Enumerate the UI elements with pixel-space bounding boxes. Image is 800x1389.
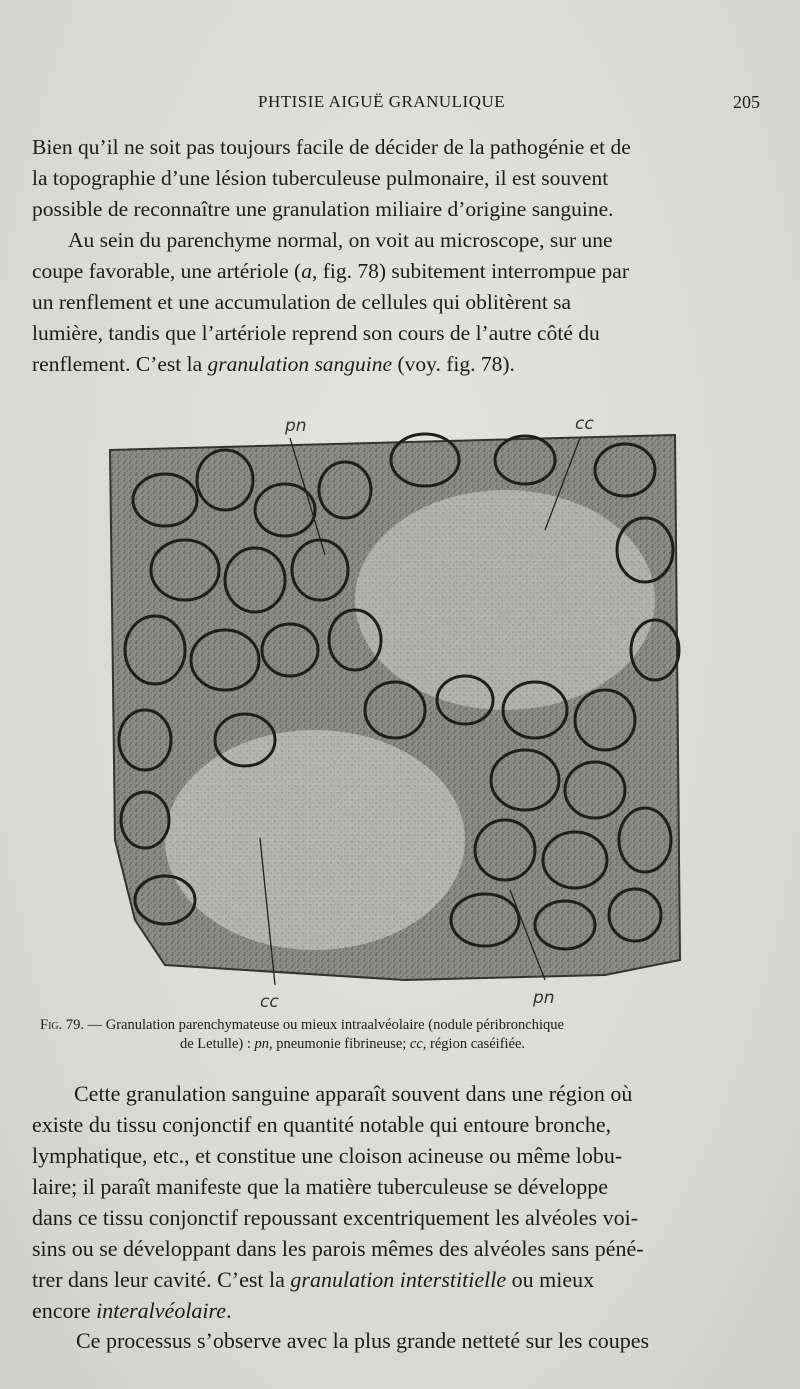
caseous-region-bottom [165, 730, 465, 950]
italic-span: granulation interstitielle [290, 1267, 507, 1292]
label-cc-top: cc [575, 414, 594, 434]
caseous-region-top [355, 490, 655, 710]
text-span: , fig. 78) subitement interrompue par [311, 259, 629, 283]
text-line [32, 1078, 754, 1109]
text-line [32, 1264, 754, 1295]
text-span: Au sein du parenchyme normal, on voit au microscope, sur une [68, 228, 613, 252]
text-line [32, 1295, 754, 1326]
text-line [32, 1325, 754, 1356]
label-pn-top: pn [285, 416, 307, 436]
text-line: laire; il paraît manifeste que la matière tuberculeuse se développe [32, 1174, 609, 1199]
figure-79-illustration [105, 414, 685, 1012]
caption-text: de Letulle) : [180, 1036, 255, 1052]
label-cc-bottom: cc [260, 992, 279, 1012]
paragraph-1 [32, 132, 754, 380]
caption-line [40, 1035, 756, 1054]
text-span: . [226, 1298, 232, 1323]
italic-span: interalvéolaire [96, 1298, 227, 1323]
paragraph-2 [32, 1078, 754, 1326]
figure-caption [40, 1016, 756, 1054]
caption-text: Granulation parenchymateuse ou mieux intraalvéolaire (nodule péribronchique [105, 1017, 564, 1033]
text-line: lymphatique, etc., et constitue une cloison acineuse ou même lobu- [32, 1143, 623, 1168]
text-line: la topographie d’une lésion tuberculeuse pulmonaire, il est souvent [32, 166, 609, 190]
text-span: trer dans leur cavité. C’est la [32, 1267, 291, 1292]
caption-text: , région caséifiée. [422, 1036, 526, 1052]
text-line [32, 349, 754, 380]
running-head [30, 92, 760, 122]
caption-dash: — [84, 1017, 106, 1033]
italic-span: granulation sanguine [207, 352, 393, 376]
text-line: un renflement et une accumulation de cellules qui oblitèrent sa [32, 290, 572, 314]
caption-abbr-cc: cc [409, 1036, 423, 1052]
text-span: Cette granulation sanguine apparaît souvent dans une région où [74, 1081, 633, 1106]
text-line [32, 225, 754, 256]
text-line: sins ou se développant dans les parois mêmes des alvéoles sans péné- [32, 1236, 644, 1261]
text-line [32, 256, 754, 287]
text-line: dans ce tissu conjonctif repoussant excentriquement les alvéoles voi- [32, 1205, 639, 1230]
paragraph-3 [32, 1325, 754, 1356]
caption-line [40, 1016, 756, 1035]
text-line: lumière, tandis que l’artériole reprend son cours de l’autre côté du [32, 321, 600, 345]
text-span: coupe favorable, une artériole ( [32, 259, 302, 283]
text-span: Ce processus s’observe avec la plus grande netteté sur les coupes [76, 1328, 650, 1353]
text-span: renflement. C’est la [32, 352, 208, 376]
page-number: 205 [733, 92, 760, 112]
running-head-title: PHTISIE AIGUË GRANULIQUE [258, 92, 506, 111]
caption-figure-number: Fig. 79. [40, 1017, 84, 1033]
text-line: possible de reconnaître une granulation miliaire d’origine sanguine. [32, 197, 614, 221]
caption-abbr-pn: pn [254, 1036, 269, 1052]
text-span: (voy. fig. 78). [392, 352, 515, 376]
caption-text: , pneumonie fibrineuse; [268, 1036, 410, 1052]
label-pn-bottom: pn [533, 988, 555, 1008]
text-span: encore [32, 1298, 97, 1323]
text-span: ou mieux [506, 1267, 595, 1292]
text-line: existe du tissu conjonctif en quantité notable qui entoure bronche, [32, 1112, 612, 1137]
text-line: Bien qu’il ne soit pas toujours facile de décider de la pathogénie et de [32, 135, 631, 159]
histology-engraving [105, 420, 685, 1010]
italic-span: a [301, 259, 312, 283]
